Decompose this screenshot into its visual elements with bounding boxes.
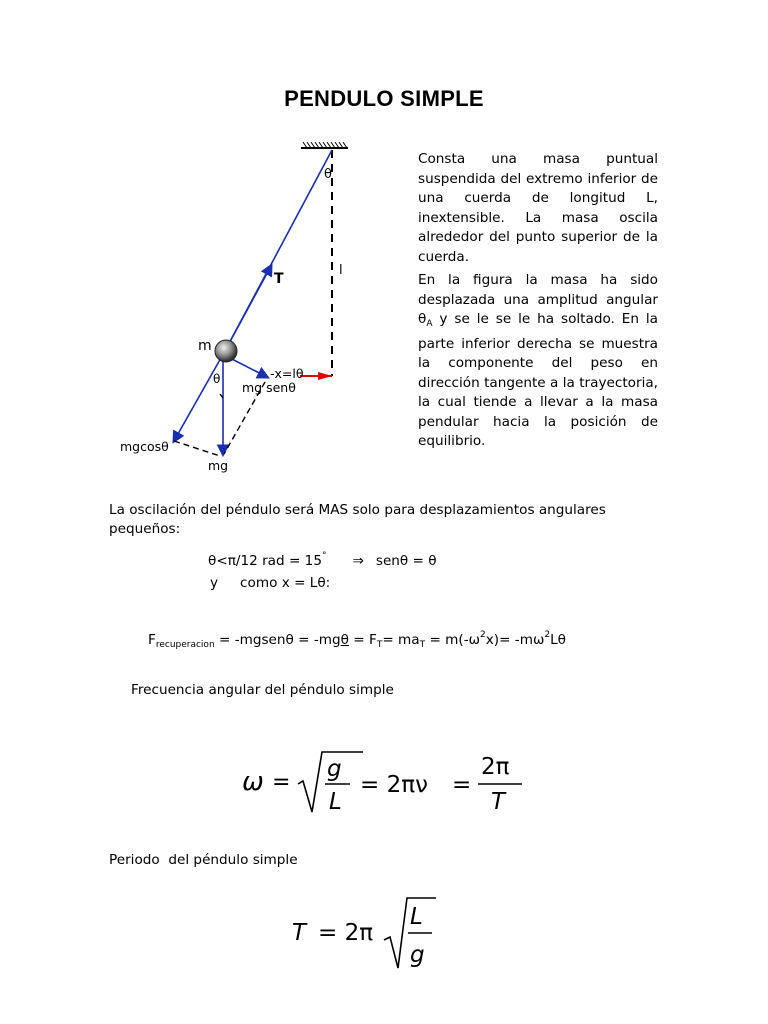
omega-num: 2π [481, 754, 510, 780]
angular-frequency-label: Frecuencia angular del péndulo simple [131, 682, 394, 698]
small-angle-condition [208, 547, 437, 571]
pendulum-mass [215, 340, 237, 362]
implies-arrow: ⇒ [352, 553, 364, 569]
condition-left: θ<π/12 rad = 15 [208, 553, 322, 569]
force-symbol: F [148, 632, 156, 648]
omega-2pinu: = 2πν [360, 772, 428, 798]
force-part5: x)= -mω [485, 632, 545, 648]
relation-text: como x = Lθ: [240, 575, 331, 591]
displacement-arrow [300, 372, 332, 380]
force-part3: = ma [382, 632, 420, 648]
degree-symbol: ° [321, 551, 327, 561]
label-length: l [339, 263, 343, 278]
page-title: PENDULO SIMPLE [284, 86, 484, 111]
label-tension: T [274, 271, 284, 287]
omega-L: L [329, 789, 342, 815]
force-part6: Lθ [550, 632, 566, 648]
period-formula [286, 892, 456, 972]
force-part1: = -mgsenθ = -mg [214, 632, 341, 648]
label-mass: m [198, 338, 212, 354]
amplitude-subscript: A [426, 319, 433, 329]
tangent-component-arrow [228, 357, 267, 377]
mas-intro: La oscilación del péndulo será MAS solo para desplazamientos angulares pequeños: [109, 502, 606, 537]
force-part4: = m(-ω [425, 632, 481, 648]
description-paragraph: Consta una masa puntual suspendida del extremo inferior de una cuerda de longitud L, inextensible. La masa oscila alrededor del punto superior de la cuerda. [418, 151, 658, 265]
label-tangent-component: mg senθ [242, 380, 296, 395]
angular-frequency-formula [236, 740, 536, 820]
omega-den: T [491, 789, 506, 815]
period-label: Periodo del péndulo simple [109, 852, 298, 868]
force-sub3: T [419, 640, 426, 650]
pendulum-figure [100, 136, 360, 481]
condition-right: senθ = θ [375, 553, 437, 569]
omega-equals: = [272, 770, 291, 795]
period-L: L [410, 904, 423, 930]
displacement-relation [210, 574, 330, 593]
label-theta-bottom: θ [213, 372, 221, 386]
force-underlined: θ [340, 632, 349, 648]
ceiling-support [301, 142, 348, 148]
period-T: T [292, 920, 307, 946]
force-sub2: T [376, 640, 383, 650]
label-normal-component: mgcosθ [120, 439, 169, 454]
force-part2: = F [348, 632, 377, 648]
normal-component-arrow [174, 349, 226, 441]
label-theta-top: θ [324, 167, 332, 182]
tension-arrow [226, 266, 271, 349]
omega-g: g [327, 756, 342, 782]
period-2pi: = 2π [318, 920, 374, 946]
figure-explanation-after: y se le se le ha soltado. En la parte inferior derecha se muestra la componente del peso en dirección tangente a la trayectoria, la cual tiende a llevar a la masa pendular hacia la posición de equilibrio. [418, 311, 658, 449]
label-displacement: -x=lθ [270, 366, 304, 381]
restoring-force-equation [148, 626, 566, 655]
force-sup1: 2 [480, 630, 486, 640]
omega-equals-2: = [452, 772, 472, 798]
figure-explanation-paragraph [418, 271, 658, 452]
period-g: g [410, 942, 425, 968]
figure-explanation-before: En la figura la masa ha sido desplazada una amplitud angular θ [418, 272, 658, 327]
omega-symbol: ω [242, 767, 264, 797]
force-subscript: recuperacion [155, 640, 215, 650]
relation-y: y [210, 575, 219, 591]
label-weight: mg [208, 458, 229, 473]
force-sup2: 2 [544, 630, 551, 640]
